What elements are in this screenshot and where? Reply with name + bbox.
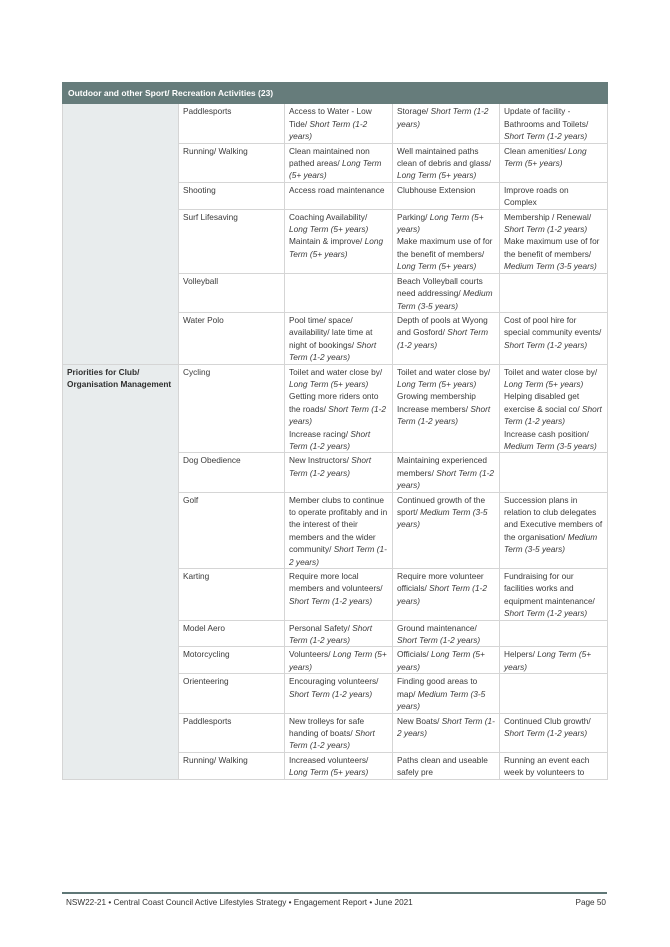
priority-entry xyxy=(504,715,603,740)
priority-cell xyxy=(500,312,608,364)
priority-text: Clubhouse Extension xyxy=(397,184,476,195)
priority-text: Beach Volleyball courts need addressing/ xyxy=(397,275,483,299)
priority-cell xyxy=(393,647,500,674)
priority-entry xyxy=(504,145,603,170)
activity-cell: Paddlesports xyxy=(179,713,285,752)
table-row xyxy=(63,104,608,143)
priority-entry xyxy=(397,235,495,272)
priority-entry xyxy=(289,648,388,673)
priority-entry xyxy=(504,494,603,556)
priority-text: Growing membership Increase members/ xyxy=(397,391,476,414)
priority-entry xyxy=(504,754,603,779)
priority-entry xyxy=(289,570,388,607)
priority-text: Clean maintained non pathed areas/ xyxy=(289,145,370,169)
priority-entry xyxy=(289,235,388,260)
priority-entry xyxy=(504,105,603,142)
priority-entry xyxy=(289,390,388,427)
priority-entry xyxy=(397,314,495,351)
priority-text: Toilet and water close by/ xyxy=(504,366,598,377)
priority-text: Increase racing/ xyxy=(289,428,351,439)
priority-entry xyxy=(397,675,495,712)
timeframe-text: Medium Term (3-5 years) xyxy=(504,440,597,451)
priority-entry xyxy=(504,428,603,453)
timeframe-text: Short Term (1-2 years) xyxy=(397,715,495,738)
activity-cell: Golf xyxy=(179,492,285,568)
activity-cell: Dog Obedience xyxy=(179,453,285,492)
timeframe-text: Short Term (1-2 years) xyxy=(289,544,387,567)
priority-entry xyxy=(397,390,495,427)
priority-cell xyxy=(393,273,500,312)
priority-cell xyxy=(285,713,393,752)
priority-cell xyxy=(500,752,608,779)
priority-cell xyxy=(285,273,393,312)
timeframe-text: Short Term (1-2 years) xyxy=(289,727,375,751)
timeframe-text: Short Term (1-2 years) xyxy=(504,727,588,738)
timeframe-text: Short Term (1-2 years) xyxy=(397,583,487,606)
priority-cell xyxy=(393,492,500,568)
priority-entry xyxy=(397,754,495,779)
priority-text: Improve roads on Complex xyxy=(504,184,569,208)
priority-text: Getting more riders onto the roads/ xyxy=(289,391,379,414)
priority-text: Update of facility - Bathrooms and Toilets/ xyxy=(504,106,589,129)
priority-cell xyxy=(500,182,608,209)
timeframe-text: Long Term (5+ years) xyxy=(289,158,382,181)
priority-entry xyxy=(504,390,603,427)
timeframe-text: Long Term (5+ years) xyxy=(504,649,592,672)
priority-text: Member clubs to continue to operate profitably and in the interest of their members and the wider community/ xyxy=(289,494,388,555)
timeframe-text: Medium Term (3-5 years) xyxy=(504,261,597,272)
timeframe-text: Long Term (5+ years) xyxy=(397,261,477,272)
priority-text: Maintain & improve/ xyxy=(289,236,365,247)
timeframe-text: Short Term (1-2 years) xyxy=(289,118,368,142)
priority-cell xyxy=(285,364,393,453)
table-row xyxy=(63,364,608,453)
priority-text: Parking/ xyxy=(397,211,430,222)
priority-text: Helpers/ xyxy=(504,649,538,660)
timeframe-text: Short Term (1-2 years) xyxy=(504,608,588,619)
priority-text: New Boats/ xyxy=(397,715,442,726)
priority-entry xyxy=(397,648,495,673)
priority-text: Clean amenities/ xyxy=(504,145,569,156)
priority-text: New Instructors/ xyxy=(289,455,352,466)
priority-text: Maintaining experienced members/ xyxy=(397,455,487,478)
priority-entry xyxy=(397,275,495,312)
priority-cell xyxy=(285,104,393,143)
priority-text: New trolleys for safe handing of boats/ xyxy=(289,715,365,738)
priority-cell xyxy=(500,569,608,621)
priority-text: Paths clean and useable safely pre xyxy=(397,754,488,778)
priority-text: Access road maintenance xyxy=(289,184,385,195)
priority-entry xyxy=(289,366,388,391)
activity-cell: Paddlesports xyxy=(179,104,285,143)
timeframe-text: Short Term (1-2 years) xyxy=(289,455,372,478)
priority-entry xyxy=(289,184,388,196)
timeframe-text: Short Term (1-2 years) xyxy=(397,106,489,129)
priority-text: Make maximum use of for the benefit of members/ xyxy=(504,236,600,259)
timeframe-text: Short Term (1-2 years) xyxy=(504,131,588,142)
priority-cell xyxy=(393,182,500,209)
timeframe-text: Long Term (5+ years) xyxy=(504,145,587,169)
priority-text: Coaching Availability/ xyxy=(289,211,368,222)
timeframe-text: Long Term (5+ years) xyxy=(289,649,387,672)
category-cell: Priorities for Club/ Organisation Management xyxy=(63,364,179,779)
priority-cell xyxy=(285,492,393,568)
priority-cell xyxy=(500,620,608,647)
priority-text: Pool time/ space/ availability/ late time at night of bookings/ xyxy=(289,314,373,350)
priority-text: Well maintained paths clean of debris and glass/ xyxy=(397,145,492,169)
priority-entry xyxy=(504,211,603,236)
priority-cell xyxy=(393,752,500,779)
priority-entry xyxy=(289,754,388,779)
priority-entry xyxy=(397,454,495,491)
priority-cell xyxy=(393,143,500,182)
priority-cell xyxy=(285,674,393,713)
footer-rule xyxy=(62,892,607,894)
priority-text: Toilet and water close by/ xyxy=(289,366,383,377)
priority-entry xyxy=(397,145,495,182)
timeframe-text: Medium Term (3-5 years) xyxy=(397,288,493,311)
priority-cell xyxy=(500,209,608,273)
priority-cell xyxy=(393,674,500,713)
timeframe-text: Long Term (5+ years) xyxy=(397,211,484,235)
activity-cell: Surf Lifesaving xyxy=(179,209,285,273)
timeframe-text: Short Term (1-2 years) xyxy=(397,635,481,646)
priority-entry xyxy=(289,494,388,568)
priority-text: Cost of pool hire for special community events/ xyxy=(504,314,602,338)
priority-cell xyxy=(393,453,500,492)
priority-text: Require more volunteer officials/ xyxy=(397,571,484,594)
timeframe-text: Medium Term (3-5 years) xyxy=(397,688,486,712)
priority-cell xyxy=(285,312,393,364)
priority-entry xyxy=(504,314,603,351)
activity-cell: Motorcycling xyxy=(179,647,285,674)
priority-entry xyxy=(504,570,603,620)
timeframe-text: Short Term (1-2 years) xyxy=(504,403,602,427)
priority-text: Increase cash position/ xyxy=(504,428,589,439)
timeframe-text: Short Term (1-2 years) xyxy=(289,688,373,699)
activity-cell: Orienteering xyxy=(179,674,285,713)
priority-entry xyxy=(397,366,495,391)
timeframe-text: Long Term (5+ years) xyxy=(289,236,384,259)
priority-text: Succession plans in relation to club delegates and Executive members of the organisation/ xyxy=(504,494,603,542)
priority-cell xyxy=(393,569,500,621)
priority-cell xyxy=(500,492,608,568)
priority-entry xyxy=(289,675,388,700)
priority-text: Depth of pools at Wyong and Gosford/ xyxy=(397,314,488,338)
activity-cell: Karting xyxy=(179,569,285,621)
priority-entry xyxy=(289,105,388,142)
timeframe-text: Long Term (5+ years) xyxy=(289,767,369,778)
priority-cell xyxy=(393,104,500,143)
priority-entry xyxy=(504,184,603,209)
priority-entry xyxy=(289,314,388,364)
priority-cell xyxy=(500,674,608,713)
priority-cell xyxy=(393,713,500,752)
priority-text: Make maximum use of for the benefit of members/ xyxy=(397,236,493,259)
priority-text: Finding good areas to map/ xyxy=(397,676,478,699)
priority-text: Fundraising for our facilities works and equipment maintenance/ xyxy=(504,571,595,606)
timeframe-text: Long Term (5+ years) xyxy=(289,378,369,389)
priority-text: Continued growth of the sport/ xyxy=(397,494,486,517)
priority-cell xyxy=(500,143,608,182)
priority-entry xyxy=(289,454,388,479)
priority-text: Membership / Renewal/ xyxy=(504,211,592,222)
priority-entry xyxy=(397,184,495,196)
priority-text: Volunteers/ xyxy=(289,649,333,660)
priorities-table xyxy=(62,82,608,780)
priority-entry xyxy=(504,366,603,391)
category-cell xyxy=(63,104,179,364)
priority-entry xyxy=(397,494,495,531)
timeframe-text: Long Term (5+ years) xyxy=(397,649,485,672)
priority-entry xyxy=(289,715,388,752)
activity-cell: Volleyball xyxy=(179,273,285,312)
section-header-row xyxy=(63,83,608,104)
activity-cell: Running/ Walking xyxy=(179,143,285,182)
priority-cell xyxy=(285,647,393,674)
activity-cell: Model Aero xyxy=(179,620,285,647)
section-title: Outdoor and other Sport/ Recreation Activities (23) xyxy=(63,83,608,104)
priority-text: Access to Water - Low Tide/ xyxy=(289,106,372,129)
priority-cell xyxy=(500,364,608,453)
timeframe-text: Short Term (1-2 years) xyxy=(397,467,494,491)
timeframe-text: Short Term (1-2 years) xyxy=(504,339,588,350)
priority-entry xyxy=(397,622,495,647)
priority-entry xyxy=(504,648,603,673)
activity-cell: Water Polo xyxy=(179,312,285,364)
priority-cell xyxy=(285,752,393,779)
priority-cell xyxy=(285,620,393,647)
priority-entry xyxy=(397,715,495,740)
activity-cell: Shooting xyxy=(179,182,285,209)
priority-entry xyxy=(397,211,495,236)
priority-entry xyxy=(289,428,388,453)
priority-entry xyxy=(289,211,388,236)
priority-text: Ground maintenance/ xyxy=(397,622,477,633)
priority-entry xyxy=(289,622,388,647)
timeframe-text: Medium Term (3-5 years) xyxy=(504,531,598,555)
priority-text: Encouraging volunteers/ xyxy=(289,676,379,687)
priority-text: Running an event each week by volunteers to xyxy=(504,754,590,778)
timeframe-text: Short Term (1-2 years) xyxy=(504,224,588,235)
priority-cell xyxy=(393,620,500,647)
priority-cell xyxy=(500,273,608,312)
priority-text: Officials/ xyxy=(397,649,431,660)
timeframe-text: Long Term (5+ years) xyxy=(397,378,477,389)
priority-cell xyxy=(285,143,393,182)
priority-cell xyxy=(393,209,500,273)
footer-text: NSW22-21 • Central Coast Council Active Lifestyles Strategy • Engagement Report • June 2021 xyxy=(66,898,413,907)
timeframe-text: Short Term (1-2 years) xyxy=(289,595,373,606)
priority-entry xyxy=(504,235,603,272)
priority-text: Helping disabled get exercise & social co/ xyxy=(504,391,582,414)
priority-text: Require more local members and volunteers/ xyxy=(289,571,383,594)
timeframe-text: Short Term (1-2 years) xyxy=(289,428,371,451)
priority-cell xyxy=(500,453,608,492)
priority-cell xyxy=(285,182,393,209)
priority-cell xyxy=(285,453,393,492)
priority-cell xyxy=(285,569,393,621)
priority-text: Storage/ xyxy=(397,106,431,117)
timeframe-text: Long Term (5+ years) xyxy=(504,378,584,389)
priority-cell xyxy=(393,312,500,364)
priority-text: Personal Safety/ xyxy=(289,622,353,633)
timeframe-text: Short Term (1-2 years) xyxy=(397,403,491,427)
priority-text: Continued Club growth/ xyxy=(504,715,591,726)
timeframe-text: Long Term (5+ years) xyxy=(397,170,477,181)
priority-entry xyxy=(289,145,388,182)
timeframe-text: Long Term (5+ years) xyxy=(289,224,369,235)
timeframe-text: Short Term (1-2 years) xyxy=(289,339,377,363)
priority-text: Increased volunteers/ xyxy=(289,754,369,765)
priority-cell xyxy=(500,104,608,143)
priority-text: Toilet and water close by/ xyxy=(397,366,491,377)
priority-entry xyxy=(397,105,495,130)
activity-cell: Running/ Walking xyxy=(179,752,285,779)
priority-cell xyxy=(393,364,500,453)
page-number: Page 50 xyxy=(575,898,606,907)
priority-cell xyxy=(500,647,608,674)
priority-cell xyxy=(500,713,608,752)
timeframe-text: Short Term (1-2 years) xyxy=(397,327,489,350)
timeframe-text: Short Term (1-2 years) xyxy=(289,622,373,646)
activity-cell: Cycling xyxy=(179,364,285,453)
timeframe-text: Medium Term (3-5 years) xyxy=(397,507,488,530)
timeframe-text: Short Term (1-2 years) xyxy=(289,403,387,427)
priority-entry xyxy=(397,570,495,607)
priority-cell xyxy=(285,209,393,273)
